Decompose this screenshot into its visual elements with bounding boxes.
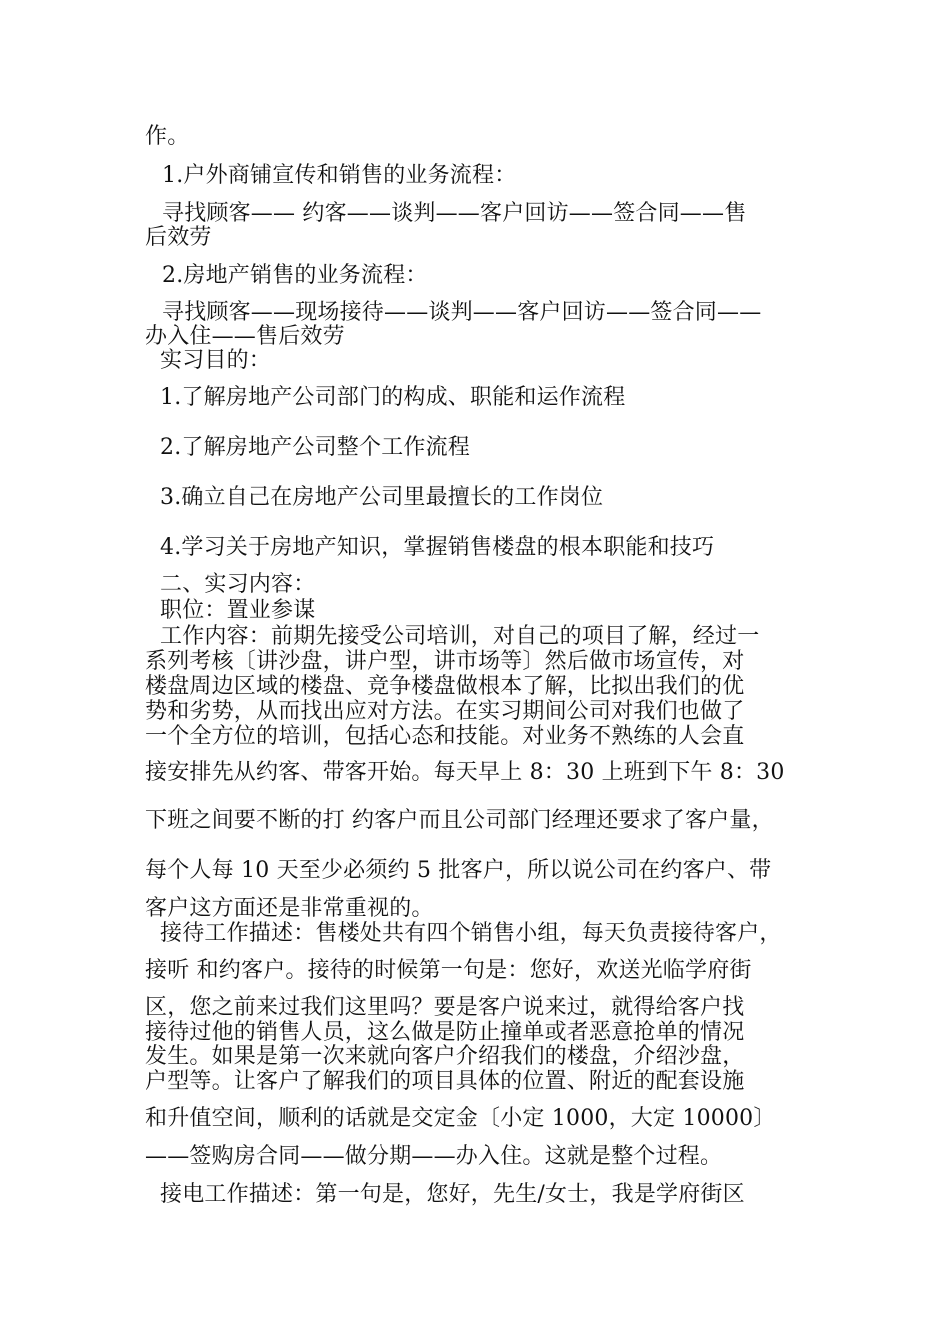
text-line: 接安排先从约客、带客开始。每天早上 8：30 上班到下午 8：30	[145, 760, 785, 785]
text-line: 户型等。让客户了解我们的项目具体的位置、附近的配套设施	[145, 1069, 745, 1094]
text-line: 势和劣势，从而找出应对方法。在实习期间公司对我们也做了	[145, 699, 745, 724]
text-line: ——签购房合同——做分期——办入住。这就是整个过程。	[145, 1144, 723, 1169]
text-line: 客户这方面还是非常重视的。	[145, 896, 434, 921]
text-line: 接电工作描述：第一句是，您好，先生/女士，我是学府街区	[160, 1182, 745, 1207]
text-line: 楼盘周边区域的楼盘、竞争楼盘做根本了解，比拟出我们的优	[145, 674, 745, 699]
text-line: 接听 和约客户。接待的时候第一句是：您好，欢送光临学府街	[145, 958, 752, 983]
text-line: 下班之间要不断的打 约客户而且公司部门经理还要求了客户量，	[145, 808, 774, 833]
text-line: 每个人每 10 天至少必须约 5 批客户，所以说公司在约客户、带	[145, 858, 772, 883]
text-line: 3.确立自己在房地产公司里最擅长的工作岗位	[160, 485, 604, 510]
text-line: 职位：置业参谋	[160, 598, 316, 623]
text-line: 工作内容：前期先接受公司培训，对自己的项目了解，经过一	[160, 624, 760, 649]
text-line: 寻找顾客—— 约客——谈判——客户回访——签合同——售	[162, 201, 747, 226]
text-line: 作。	[145, 124, 190, 149]
text-line: 4.学习关于房地产知识，掌握销售楼盘的根本职能和技巧	[160, 535, 715, 560]
text-line: 二、实习内容：	[160, 572, 316, 597]
text-line: 2.房地产销售的业务流程：	[162, 263, 428, 288]
text-line: 发生。如果是第一次来就向客户介绍我们的楼盘，介绍沙盘，	[145, 1044, 745, 1069]
text-line: 1.户外商铺宣传和销售的业务流程：	[162, 163, 517, 188]
text-line: 实习目的：	[160, 348, 272, 373]
text-line: 办入住——售后效劳	[145, 324, 345, 349]
text-line: 接待工作描述：售楼处共有四个销售小组，每天负责接待客户，	[160, 921, 782, 946]
text-line: 一个全方位的培训，包括心态和技能。对业务不熟练的人会直	[145, 724, 745, 749]
text-line: 区，您之前来过我们这里吗？要是客户说来过，就得给客户找	[145, 995, 745, 1020]
text-line: 系列考核〔讲沙盘，讲户型，讲市场等〕然后做市场宣传，对	[145, 649, 745, 674]
text-line: 寻找顾客——现场接待——谈判——客户回访——签合同——	[162, 300, 762, 325]
text-line: 后效劳	[145, 225, 212, 250]
text-line: 和升值空间，顺利的话就是交定金〔小定 1000，大定 10000〕	[145, 1106, 776, 1131]
text-line: 2.了解房地产公司整个工作流程	[160, 435, 470, 460]
text-line: 接待过他的销售人员，这么做是防止撞单或者恶意抢单的情况	[145, 1020, 745, 1045]
text-line: 1.了解房地产公司部门的构成、职能和运作流程	[160, 385, 626, 410]
